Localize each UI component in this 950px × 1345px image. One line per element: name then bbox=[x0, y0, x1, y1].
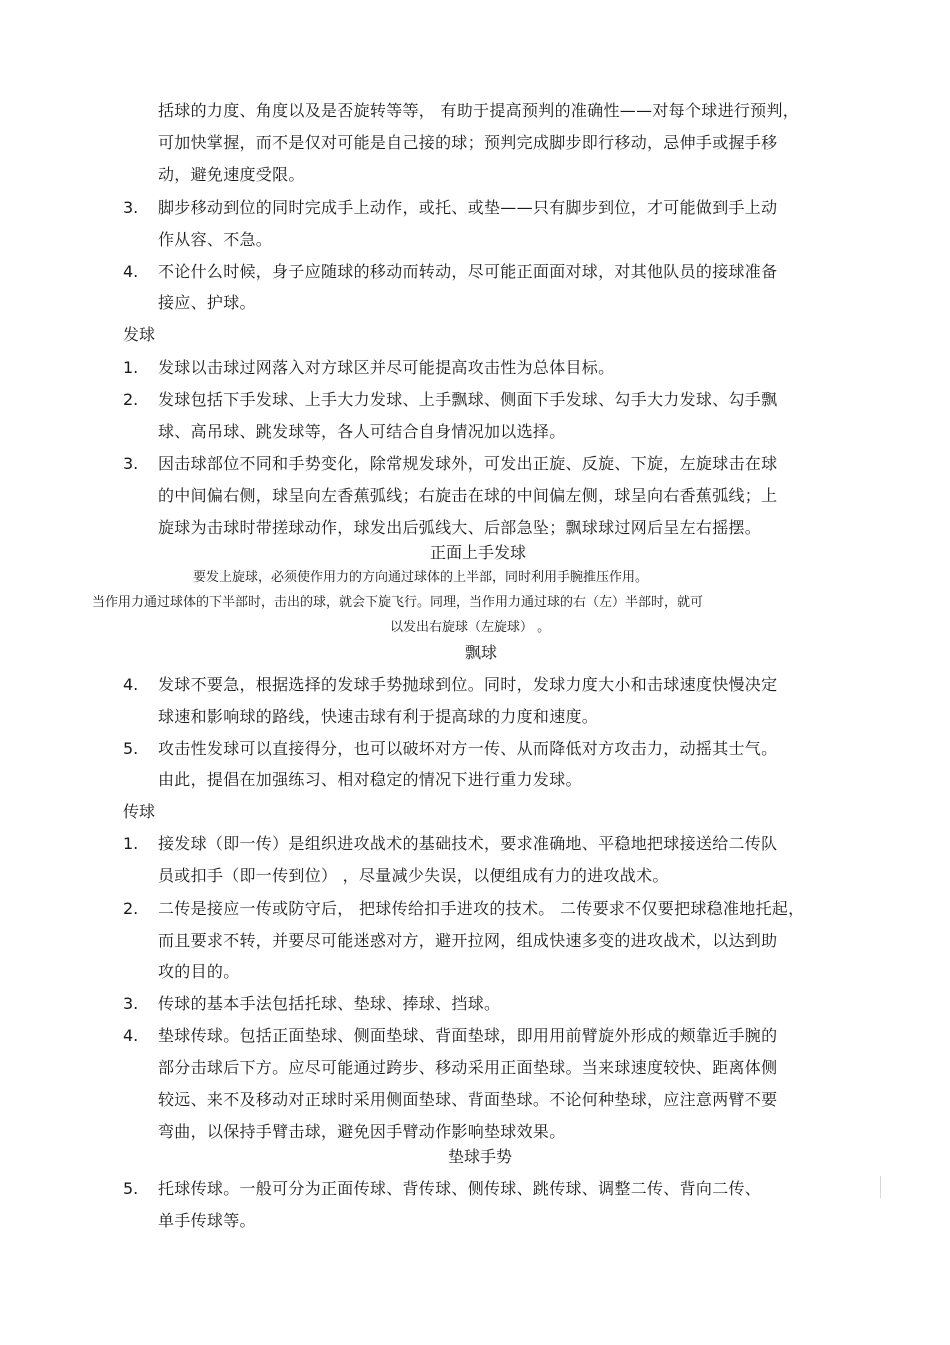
list-item-line: 发球以击球过网落入对方球区并尽可能提高攻击性为总体目标。 bbox=[158, 358, 615, 377]
list-number: 4. bbox=[123, 1026, 139, 1045]
list-item-line: 由此，提倡在加强练习、相对稳定的情况下进行重力发球。 bbox=[158, 770, 582, 789]
list-item-line: 发球不要急，根据选择的发球手势抛球到位。同时，发球力度大小和击球速度快慢决定 bbox=[158, 675, 778, 694]
list-item-line: 脚步移动到位的同时完成手上动作，或托、或垫——只有脚步到位，才可能做到手上动 bbox=[158, 198, 778, 217]
list-item-line: 接发球（即一传）是组织进攻战术的基础技术，要求准确地、平稳地把球接送给二传队 bbox=[158, 834, 778, 853]
list-item-line: 旋球为击球时带搓球动作，球发出后弧线大、后部急坠；飘球球过网后呈左右摇摆。 bbox=[158, 518, 762, 537]
list-number: 5. bbox=[123, 1179, 139, 1198]
list-number: 1. bbox=[123, 834, 139, 853]
figure-note: 当作用力通过球体的下半部时，击出的球，就会下旋飞行。同理，当作用力通过球的右（左）半部时，就可 bbox=[92, 595, 704, 610]
list-item-line: 弯曲，以保持手臂击球，避免因手臂动作影响垫球效果。 bbox=[158, 1122, 566, 1141]
list-number: 5. bbox=[123, 739, 139, 758]
paragraph-line: 可加快掌握，而不是仅对可能是自己接的球；预判完成脚步即行移动，忌伸手或握手移 bbox=[158, 133, 778, 152]
list-item-line: 攻击性发球可以直接得分，也可以破坏对方一传、从而降低对方攻击力，动摇其士气。 bbox=[158, 739, 778, 758]
paragraph-line: 括球的力度、角度以及是否旋转等等， 有助于提高预判的准确性——对每个球进行预判， bbox=[158, 101, 800, 120]
list-item-line: 二传是接应一传或防守后， 把球传给扣手进攻的技术。 二传要求不仅要把球稳准地托起， bbox=[158, 899, 805, 918]
list-number: 3. bbox=[123, 198, 139, 217]
figure-caption: 垫球手势 bbox=[448, 1147, 513, 1166]
list-number: 2. bbox=[123, 390, 139, 409]
figure-caption: 正面上手发球 bbox=[430, 543, 527, 562]
list-number: 1. bbox=[123, 358, 139, 377]
list-item-line: 单手传球等。 bbox=[158, 1211, 256, 1230]
list-item-line: 托球传球。一般可分为正面传球、背传球、侧传球、跳传球、调整二传、背向二传、 bbox=[158, 1179, 762, 1198]
list-item-line: 不论什么时候，身子应随球的移动而转动，尽可能正面面对球，对其他队员的接球准备 bbox=[158, 262, 778, 281]
list-item-line: 因击球部位不同和手势变化，除常规发球外，可发出正旋、反旋、下旋，左旋球击在球 bbox=[158, 454, 778, 473]
list-item-line: 员或扣手（即一传到位） ，尽量减少失误，以便组成有力的进攻战术。 bbox=[158, 866, 669, 885]
section-heading-pass: 传球 bbox=[123, 802, 156, 821]
list-item-line: 而且要求不转，并要尽可能迷惑对方，避开拉网，组成快速多变的进攻战术，以达到助 bbox=[158, 931, 778, 950]
list-number: 4. bbox=[123, 262, 139, 281]
list-number: 2. bbox=[123, 899, 139, 918]
list-item-line: 球、高吊球、跳发球等，各人可结合自身情况加以选择。 bbox=[158, 422, 566, 441]
section-heading-serve: 发球 bbox=[123, 325, 156, 344]
list-item-line: 的中间偏右侧，球呈向左香蕉弧线；右旋击在球的中间偏左侧，球呈向右香蕉弧线；上 bbox=[158, 486, 778, 505]
list-item-line: 部分击球后下方。应尽可能通过跨步、移动采用正面垫球。当来球速度较快、距离体侧 bbox=[158, 1058, 778, 1077]
list-item-line: 接应、护球。 bbox=[158, 293, 256, 312]
figure-note: 以发出右旋球（左旋球） 。 bbox=[390, 620, 551, 635]
list-item-line: 垫球传球。包括正面垫球、侧面垫球、背面垫球，即用用前臂旋外形成的颊靠近手腕的 bbox=[158, 1026, 778, 1045]
list-number: 3. bbox=[123, 994, 139, 1013]
page-edge-mark bbox=[880, 1176, 881, 1198]
list-item-line: 传球的基本手法包括托球、垫球、捧球、挡球。 bbox=[158, 994, 501, 1013]
list-item-line: 作从容、不急。 bbox=[158, 230, 273, 249]
paragraph-line: 动，避免速度受限。 bbox=[158, 165, 305, 184]
figure-note: 要发上旋球，必须使作用力的方向通过球体的上半部，同时利用手腕推压作用。 bbox=[193, 570, 649, 585]
list-number: 4. bbox=[123, 675, 139, 694]
list-number: 3. bbox=[123, 454, 139, 473]
list-item-line: 球速和影响球的路线，快速击球有利于提高球的力度和速度。 bbox=[158, 707, 599, 726]
list-item-line: 较远、来不及移动对正球时采用侧面垫球、背面垫球。不论何种垫球，应注意两臂不要 bbox=[158, 1090, 778, 1109]
figure-caption: 飘球 bbox=[465, 643, 498, 662]
list-item-line: 攻的目的。 bbox=[158, 962, 240, 981]
list-item-line: 发球包括下手发球、上手大力发球、上手飘球、侧面下手发球、勾手大力发球、勾手飘 bbox=[158, 390, 778, 409]
